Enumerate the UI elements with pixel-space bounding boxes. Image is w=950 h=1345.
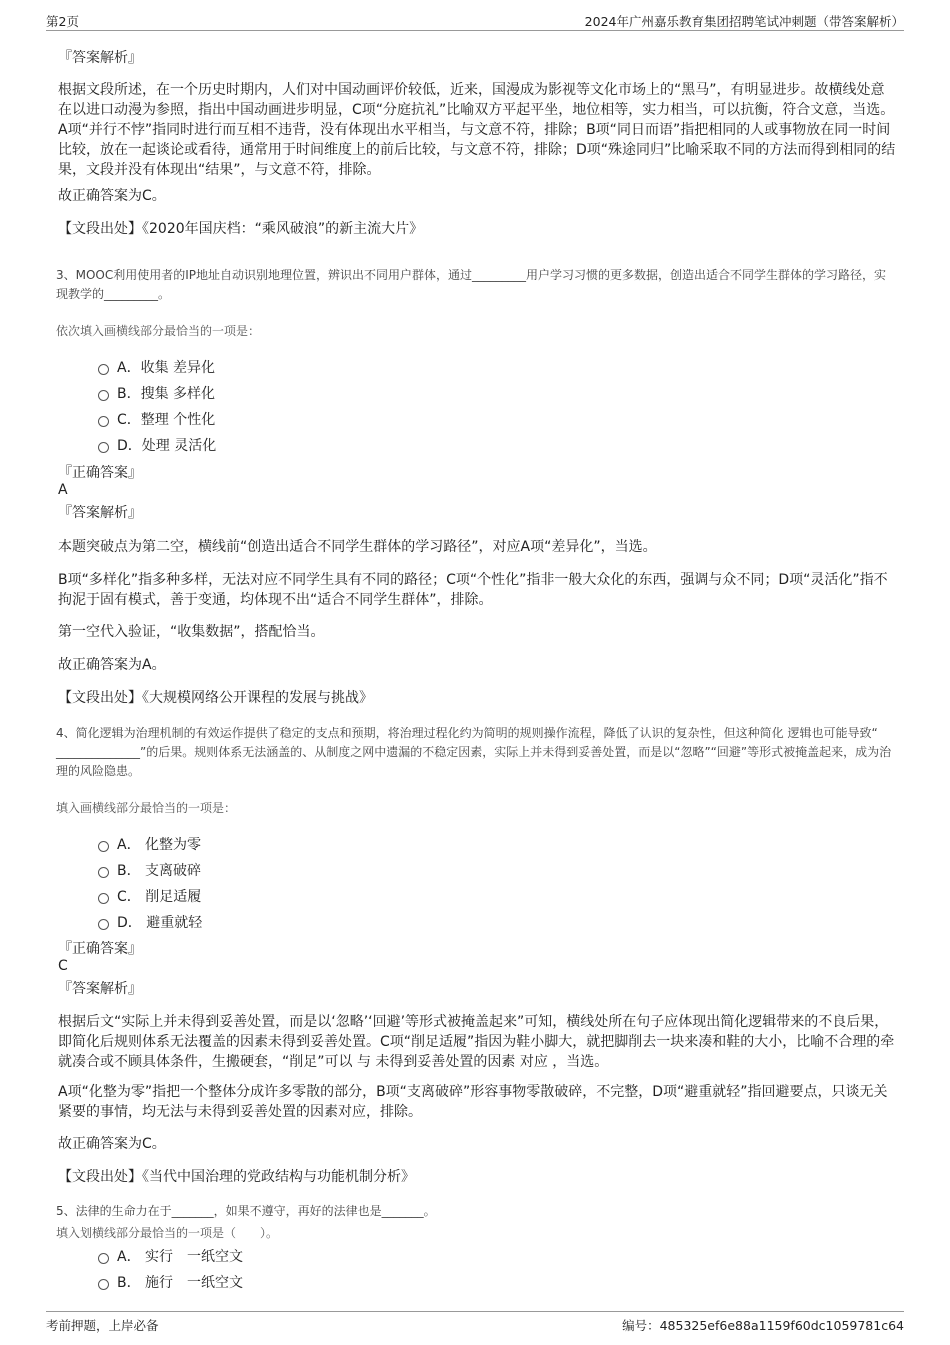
footer-slogan: 考前押题，上岸必备 (46, 1318, 159, 1333)
q3-option-d[interactable]: D．处理 灵活化 (98, 435, 216, 455)
q5-option-b[interactable]: B． 施行 一纸空文 (98, 1272, 243, 1292)
radio-icon[interactable] (98, 893, 109, 904)
q2-analysis: 根据文段所述，在一个历史时期内，人们对中国动画评价较低，近来，国漫成为影视等文化市场上的“黑马”，有明显进步。故横线处意在以进口动漫为参照，指出中国动画进步明显，C项“分庭抗礼”比喻双方平起平坐，地位相等，实力相当，可以抗衡，符合文意，当选。A项“并行不悖”指同时进行而互相不违背，没有体现出水平相当，与文意不符，排除；B项“同日而语”指把相同的人或事物放在同一时间比较，放在一起谈论或看待，通常用于时间维度上的前后比较，与文意不符，排除；D项“殊途同归”比喻采取不同的方法而得到相同的结果，文段并没有体现出“结果”，与文意不符，排除。 (58, 82, 896, 178)
q4-correct-label: 『正确答案』 (58, 941, 142, 957)
q4-option-a[interactable]: A． 化整为零 (98, 834, 201, 854)
q5-stem: 5、法律的生命力在于_______，如果不遵守，再好的法律也是_______。 (56, 1204, 436, 1218)
q5-option-a[interactable]: A． 实行 一纸空文 (98, 1246, 243, 1266)
doc-title: 2024年广州嘉乐教育集团招聘笔试冲刺题（带答案解析） (584, 14, 904, 29)
q4-correct-answer: C (58, 958, 68, 974)
q4-source: 【文段出处】《当代中国治理的党政结构与功能机制分析》 (58, 1169, 415, 1185)
q4-option-d[interactable]: D． 避重就轻 (98, 912, 202, 932)
radio-icon[interactable] (98, 919, 109, 930)
q3-stem: 3、MOOC利用使用者的IP地址自动识别地理位置，辨识出不同用户群体，通过_________用户学习习惯的更多数据，创造出适合不同学生群体的学习路径，实现教学的_________。 (56, 268, 887, 301)
q4-analysis-2: A项“化整为零”指把一个整体分成许多零散的部分，B项“支离破碎”形容事物零散破碎，不完整，D项“避重就轻”指回避要点，只谈无关紧要的事情，均无法与未得到妥善处置的因素对应，排除。 (58, 1084, 888, 1120)
q3-correct-answer: A (58, 482, 68, 498)
radio-icon[interactable] (98, 442, 109, 453)
page-number: 第2页 (46, 14, 79, 29)
q4-option-c[interactable]: C． 削足适履 (98, 886, 201, 906)
q4-analysis-label: 『答案解析』 (58, 981, 142, 997)
q4-stem: 4、简化逻辑为治理机制的有效运作提供了稳定的支点和预期，将治理过程化约为简明的规则操作流程，降低了认识的复杂性，但这种简化 逻辑也可能导致“ ______________”的后果。规则体系无法涵盖的、从制度之网中遗漏的不稳定因素，实际上并未得到妥善处置，而是以“忽略”“回避”等形式被掩盖起来，成为治理的风险隐患。 (56, 726, 892, 778)
radio-icon[interactable] (98, 1279, 109, 1290)
q4-option-b[interactable]: B． 支离破碎 (98, 860, 201, 880)
q3-option-c[interactable]: C．整理 个性化 (98, 409, 215, 429)
radio-icon[interactable] (98, 390, 109, 401)
q4-prompt: 填入画横线部分最恰当的一项是： (56, 801, 237, 815)
q3-conclusion: 故正确答案为A。 (58, 657, 166, 673)
q5-prompt: 填入划横线部分最恰当的一项是（ ）。 (56, 1226, 279, 1240)
q2-source: 【文段出处】《2020年国庆档：“乘风破浪”的新主流大片》 (58, 221, 424, 237)
radio-icon[interactable] (98, 841, 109, 852)
q3-option-b[interactable]: B．搜集 多样化 (98, 383, 215, 403)
q3-option-a[interactable]: A．收集 差异化 (98, 357, 215, 377)
q3-analysis-3: 第一空代入验证，“收集数据”，搭配恰当。 (58, 624, 325, 640)
radio-icon[interactable] (98, 364, 109, 375)
doc-id: 编号：485325ef6e88a1159f60dc1059781c64 (622, 1318, 904, 1333)
q3-source: 【文段出处】《大规模网络公开课程的发展与挑战》 (58, 690, 373, 706)
radio-icon[interactable] (98, 867, 109, 878)
q2-analysis-label: 『答案解析』 (58, 50, 142, 66)
radio-icon[interactable] (98, 416, 109, 427)
page-header (46, 12, 904, 31)
page-footer (46, 1311, 904, 1336)
q3-prompt: 依次填入画横线部分最恰当的一项是： (56, 324, 261, 338)
q3-analysis-1: 本题突破点为第二空，横线前“创造出适合不同学生群体的学习路径”，对应A项“差异化”，当选。 (58, 539, 657, 555)
q3-correct-label: 『正确答案』 (58, 465, 142, 481)
q4-conclusion: 故正确答案为C。 (58, 1136, 166, 1152)
q2-conclusion: 故正确答案为C。 (58, 188, 166, 204)
radio-icon[interactable] (98, 1253, 109, 1264)
q4-analysis-1: 根据后文“实际上并未得到妥善处置，而是以‘忽略’‘回避’等形式被掩盖起来”可知，横线处所在句子应体现出简化逻辑带来的不良后果，即简化后规则体系无法覆盖的因素未得到妥善处置。C项“削足适履”指因为鞋小脚大，就把脚削去一块来凑和鞋的大小，比喻不合理的牵就凑合或不顾具体条件，生搬硬套，“削足”可以 与 未得到妥善处置的因素 对应 ，当选。 (58, 1014, 895, 1070)
q3-analysis-label: 『答案解析』 (58, 505, 142, 521)
q3-analysis-2: B项“多样化”指多种多样，无法对应不同学生具有不同的路径；C项“个性化”指非一般大众化的东西，强调与众不同；D项“灵活化”指不拘泥于固有模式，善于变通，均体现不出“适合不同学生群体”，排除。 (58, 572, 888, 608)
